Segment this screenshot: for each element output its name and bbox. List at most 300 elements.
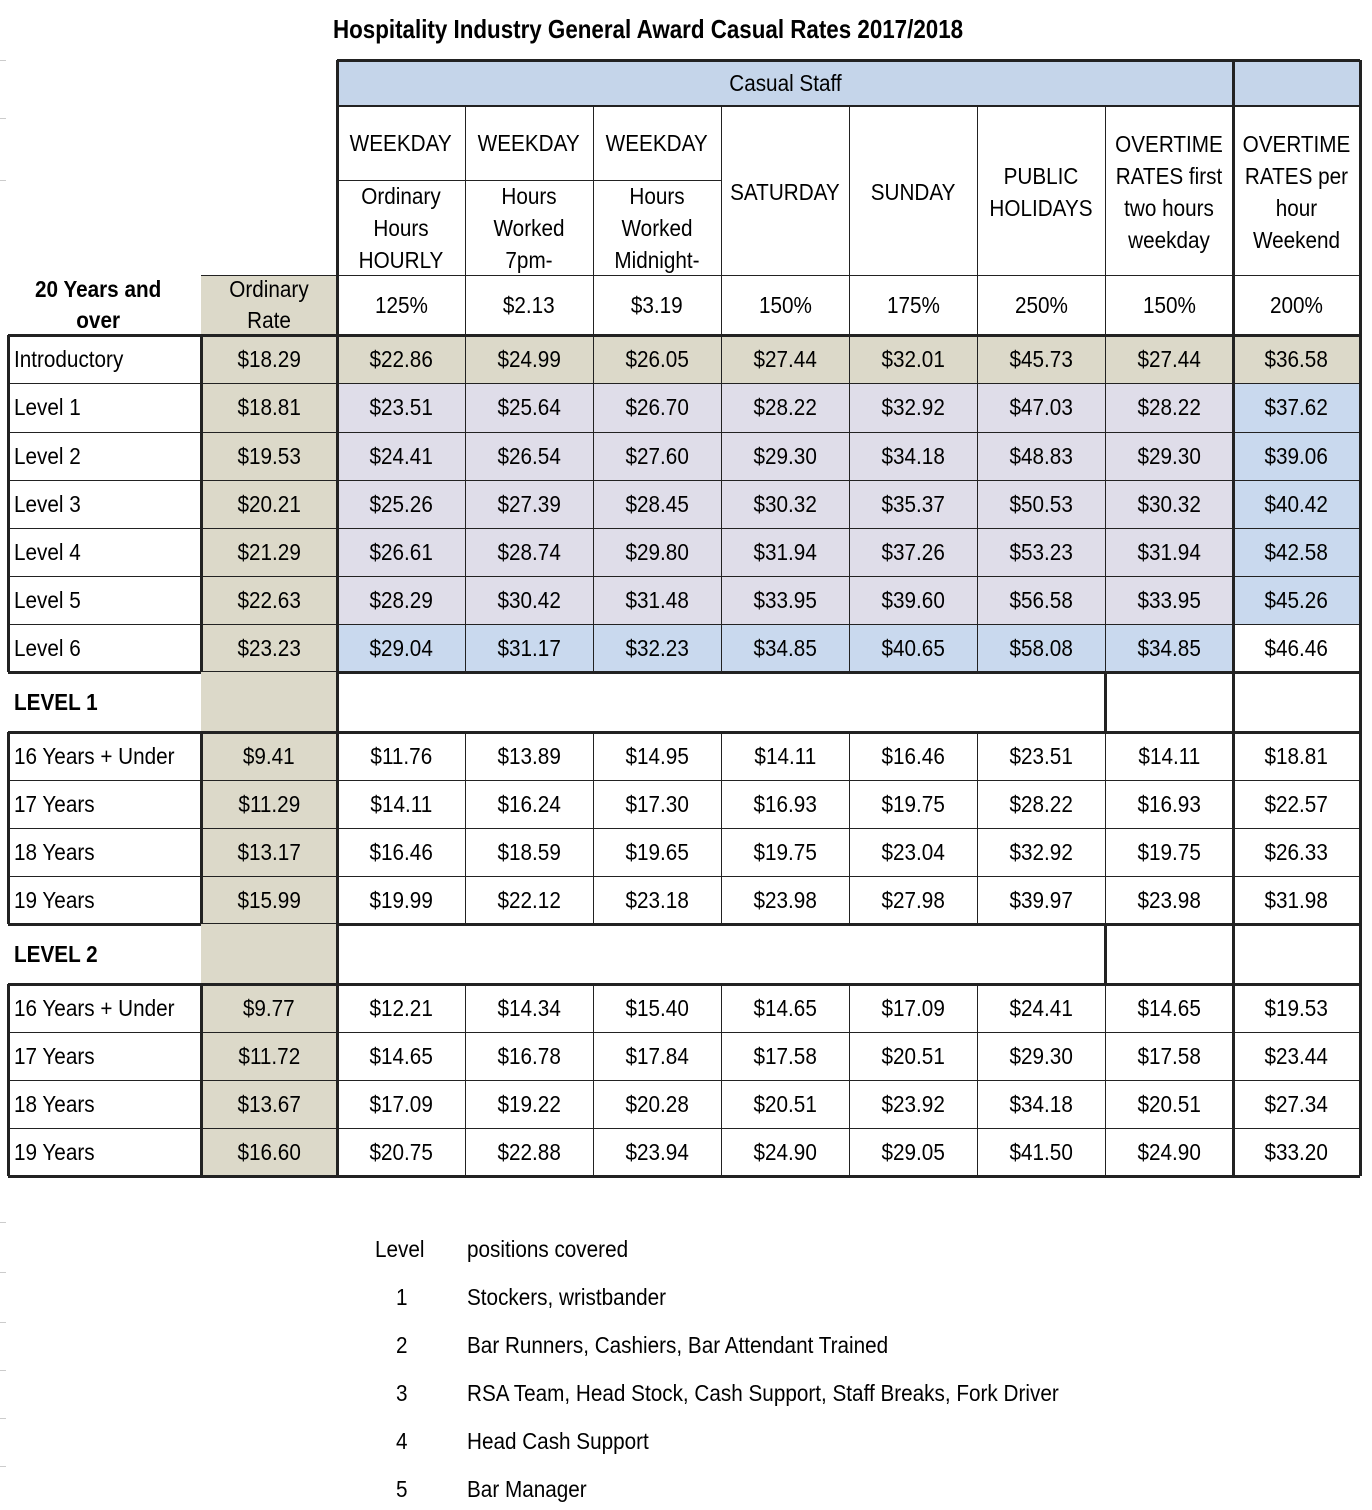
row-gridline-tick xyxy=(0,1370,6,1371)
rate-value-text: $58.08 xyxy=(1009,634,1073,661)
rate-value xyxy=(1233,624,1360,672)
grid-line xyxy=(1104,672,1107,732)
grid-line xyxy=(8,828,1360,829)
rate-value xyxy=(1105,828,1233,876)
rate-value-text: $16.46 xyxy=(881,742,945,769)
section-heading-text: LEVEL 1 xyxy=(14,688,98,715)
rate-value xyxy=(201,576,337,624)
rate-value xyxy=(721,876,849,924)
rate-value-text: $24.90 xyxy=(753,1138,817,1165)
section-heading xyxy=(8,672,201,732)
legend-positions xyxy=(467,1236,646,1263)
grid-line xyxy=(465,984,466,1176)
rate-value xyxy=(977,624,1105,672)
row-label xyxy=(8,984,201,1032)
row-label-text: 19 Years xyxy=(14,1138,95,1165)
rate-value xyxy=(977,335,1105,383)
rate-value-text: $12.21 xyxy=(369,994,433,1021)
rate-value-text: $36.58 xyxy=(1264,345,1329,372)
rate-value xyxy=(593,732,721,780)
rate-multiplier xyxy=(465,275,593,335)
rate-value xyxy=(1105,1128,1233,1176)
rate-value-text: $19.75 xyxy=(753,838,817,865)
legend-level-text: 1 xyxy=(395,1284,408,1310)
row-label-text: Level 6 xyxy=(14,634,81,661)
column-header xyxy=(721,106,849,275)
grid-line xyxy=(465,732,466,924)
rate-value-text: $23.51 xyxy=(369,394,433,420)
rate-value xyxy=(337,528,465,576)
grid-line xyxy=(8,480,1360,481)
row-label xyxy=(8,876,201,924)
rate-value xyxy=(977,383,1105,432)
grid-line xyxy=(8,576,1360,577)
legend-level xyxy=(372,1284,432,1311)
rate-value-text: $48.83 xyxy=(1009,442,1073,469)
row-label-text: Level 1 xyxy=(14,394,81,420)
rate-value xyxy=(337,1128,465,1176)
group-header-blank xyxy=(1233,60,1360,106)
column-header xyxy=(977,106,1105,275)
grid-line xyxy=(977,106,978,335)
rate-value xyxy=(1233,1128,1360,1176)
legend-level-text: 5 xyxy=(395,1476,408,1502)
grid-line xyxy=(1359,732,1362,924)
grid-line xyxy=(849,106,850,335)
grid-line xyxy=(336,924,339,984)
legend-positions xyxy=(467,1284,688,1311)
column-subheader-text: Hours Worked 7pm- xyxy=(493,183,565,273)
column-header xyxy=(593,106,721,180)
grid-line xyxy=(8,983,1360,986)
rate-value xyxy=(593,383,721,432)
rate-value xyxy=(465,383,593,432)
legend-level-text: 2 xyxy=(395,1332,408,1358)
rate-value xyxy=(1233,576,1360,624)
grid-line xyxy=(7,732,10,924)
rate-value xyxy=(201,528,337,576)
rate-value-text: $23.04 xyxy=(881,838,945,865)
grid-line xyxy=(336,335,339,672)
grid-line xyxy=(721,335,722,672)
rate-value-text: $30.32 xyxy=(753,490,817,517)
row-gridline-tick xyxy=(0,1418,6,1419)
rate-value xyxy=(1105,876,1233,924)
rate-value xyxy=(201,624,337,672)
rate-value-text: $46.46 xyxy=(1264,634,1329,661)
rate-value-text: $22.63 xyxy=(237,586,301,613)
rate-value-text: $14.65 xyxy=(369,1042,433,1069)
rate-value xyxy=(201,1128,337,1176)
rate-value-text: $39.06 xyxy=(1264,442,1329,469)
row-label xyxy=(8,1128,201,1176)
rate-value-text: $13.67 xyxy=(237,1090,301,1117)
age-label-text: 20 Years and over xyxy=(35,276,162,333)
legend-level xyxy=(372,1476,432,1503)
rate-value-text: $29.80 xyxy=(625,538,689,565)
grid-line xyxy=(1359,984,1362,1176)
rate-value-text: $15.40 xyxy=(625,994,689,1021)
rate-value-text: $34.85 xyxy=(1137,634,1201,661)
rate-value xyxy=(849,383,977,432)
rate-value-text: $14.34 xyxy=(497,994,561,1021)
rate-value-text: $22.12 xyxy=(497,886,561,913)
rate-value xyxy=(977,780,1105,828)
rate-value-text: $14.95 xyxy=(625,742,689,769)
group-header xyxy=(337,60,1233,106)
rate-value-text: $20.51 xyxy=(1137,1090,1201,1117)
rate-value-text: $33.95 xyxy=(1137,586,1201,613)
rate-value-text: $11.72 xyxy=(238,1042,300,1069)
legend-header xyxy=(372,1236,1272,1266)
grid-line xyxy=(200,335,203,672)
rate-value xyxy=(337,1032,465,1080)
column-header xyxy=(1105,106,1233,275)
row-label xyxy=(8,1080,201,1128)
section-heading xyxy=(8,924,201,984)
row-label xyxy=(8,1032,201,1080)
rate-value xyxy=(465,480,593,528)
rate-value-text: $16.93 xyxy=(1137,790,1201,817)
rate-multiplier-text: 150% xyxy=(758,291,812,318)
rate-value-text: $27.60 xyxy=(625,442,689,469)
grid-line xyxy=(721,984,722,1176)
legend-item xyxy=(372,1332,1272,1362)
rate-value-text: $32.92 xyxy=(1009,838,1073,865)
row-gridline-tick xyxy=(0,180,6,181)
rate-value xyxy=(1105,1032,1233,1080)
row-label-text: Introductory xyxy=(14,345,124,372)
rate-value-text: $18.59 xyxy=(497,838,561,865)
rate-value xyxy=(1105,780,1233,828)
grid-line xyxy=(1232,335,1235,672)
rate-value xyxy=(593,576,721,624)
legend-level-text: Level xyxy=(374,1236,424,1262)
grid-line xyxy=(8,1032,1360,1033)
row-gridline-tick xyxy=(0,118,6,119)
rate-value-text: $37.62 xyxy=(1264,394,1329,420)
rate-value-text: $33.95 xyxy=(753,586,817,613)
grid-line xyxy=(1359,672,1362,732)
rate-multiplier xyxy=(1233,275,1360,335)
row-gridline-tick xyxy=(0,1272,6,1273)
rate-value-text: $23.51 xyxy=(1009,742,1073,769)
rate-value xyxy=(977,1032,1105,1080)
grid-line xyxy=(593,984,594,1176)
rate-value-text: $19.75 xyxy=(1137,838,1201,865)
rate-value-text: $19.65 xyxy=(625,838,689,865)
rate-value xyxy=(721,480,849,528)
rate-value-text: $14.65 xyxy=(1137,994,1201,1021)
rate-value xyxy=(977,528,1105,576)
grid-line xyxy=(721,106,722,335)
rate-value-text: $23.98 xyxy=(1137,886,1201,913)
legend-positions-text: positions covered xyxy=(467,1236,629,1262)
rate-value-text: $35.37 xyxy=(881,490,945,517)
rate-value xyxy=(849,432,977,480)
grid-line xyxy=(1104,924,1107,984)
column-subheader-text: Ordinary Hours HOURLY xyxy=(358,183,444,273)
rate-value-text: $19.75 xyxy=(881,790,945,817)
rate-value-text: $23.94 xyxy=(625,1138,689,1165)
grid-line xyxy=(1232,672,1235,732)
rate-value xyxy=(1105,383,1233,432)
legend-level xyxy=(372,1380,432,1407)
row-label-text: 18 Years xyxy=(14,1090,95,1117)
rate-value xyxy=(977,828,1105,876)
rate-value xyxy=(337,828,465,876)
rate-value xyxy=(1233,480,1360,528)
rate-value xyxy=(1105,1080,1233,1128)
column-header xyxy=(465,106,593,180)
rate-value-text: $23.44 xyxy=(1264,1042,1329,1069)
rate-value-text: $28.45 xyxy=(625,490,689,517)
rate-multiplier xyxy=(721,275,849,335)
rate-value xyxy=(465,732,593,780)
column-subheader xyxy=(593,180,721,275)
grid-line xyxy=(465,106,466,335)
page-title: Hospitality Industry General Award Casual Rates 2017/2018 xyxy=(333,14,964,44)
rate-value-text: $13.17 xyxy=(237,838,301,865)
rate-value xyxy=(1233,984,1360,1032)
rate-value xyxy=(1105,480,1233,528)
rate-value-text: $18.81 xyxy=(237,394,301,420)
rate-value-text: $28.22 xyxy=(753,394,817,420)
rate-value-text: $30.42 xyxy=(497,586,561,613)
row-label xyxy=(8,780,201,828)
grid-line xyxy=(849,984,850,1176)
rate-value-text: $16.93 xyxy=(753,790,817,817)
rate-value-text: $30.32 xyxy=(1137,490,1201,517)
rate-value-text: $23.98 xyxy=(753,886,817,913)
rate-value xyxy=(1105,984,1233,1032)
rate-value xyxy=(721,1032,849,1080)
row-label-text: 19 Years xyxy=(14,886,95,913)
rate-value-text: $27.44 xyxy=(753,345,817,372)
rate-value xyxy=(1233,1032,1360,1080)
rate-value xyxy=(1105,335,1233,383)
grid-line xyxy=(849,732,850,924)
row-label xyxy=(8,624,201,672)
rate-value-text: $20.51 xyxy=(881,1042,945,1069)
rate-value xyxy=(977,876,1105,924)
rate-value xyxy=(721,828,849,876)
rate-value-text: $34.85 xyxy=(753,634,817,661)
rate-value-text: $14.11 xyxy=(370,790,432,817)
rate-value xyxy=(593,1032,721,1080)
ordinary-rate-blank xyxy=(201,924,337,984)
grid-line xyxy=(8,876,1360,877)
rate-value-text: $19.53 xyxy=(1264,994,1329,1021)
rate-value-text: $19.99 xyxy=(369,886,433,913)
rate-value-text: $27.39 xyxy=(497,490,561,517)
rate-value-text: $26.70 xyxy=(625,394,689,420)
grid-line xyxy=(1232,732,1235,924)
rate-value-text: $20.21 xyxy=(237,490,301,517)
rate-value-text: $47.03 xyxy=(1009,394,1073,420)
rate-value xyxy=(721,984,849,1032)
rate-value xyxy=(1105,576,1233,624)
rate-value-text: $16.24 xyxy=(497,790,561,817)
rate-value-text: $33.20 xyxy=(1264,1138,1329,1165)
rate-value xyxy=(721,624,849,672)
legend-level-text: 3 xyxy=(395,1380,408,1406)
rate-value-text: $27.34 xyxy=(1264,1090,1329,1117)
rate-value-text: $32.92 xyxy=(881,394,945,420)
rate-multiplier xyxy=(593,275,721,335)
rate-value xyxy=(1233,780,1360,828)
rate-value xyxy=(721,335,849,383)
rate-value-text: $16.60 xyxy=(237,1138,301,1165)
legend-level-text: 4 xyxy=(395,1428,408,1454)
rate-value xyxy=(1105,732,1233,780)
rate-value xyxy=(849,1080,977,1128)
grid-line xyxy=(7,984,10,1176)
rate-value-text: $29.30 xyxy=(1137,442,1201,469)
row-label-text: Level 4 xyxy=(14,538,81,565)
grid-line xyxy=(8,383,1360,384)
rate-value-text: $20.51 xyxy=(753,1090,817,1117)
rate-multiplier-text: 125% xyxy=(374,291,428,318)
section-heading-text: LEVEL 2 xyxy=(14,940,98,967)
row-label xyxy=(8,335,201,383)
grid-line xyxy=(200,732,203,924)
rate-value-text: $11.76 xyxy=(370,742,432,769)
rate-value-text: $40.42 xyxy=(1264,490,1329,517)
grid-line xyxy=(336,60,339,335)
rate-value-text: $17.30 xyxy=(625,790,689,817)
rate-value xyxy=(201,480,337,528)
legend-positions xyxy=(467,1380,1124,1407)
ordinary-rate-blank xyxy=(201,672,337,732)
rate-multiplier xyxy=(849,275,977,335)
rate-value xyxy=(465,528,593,576)
rate-value xyxy=(849,828,977,876)
rate-value xyxy=(465,780,593,828)
rate-multiplier xyxy=(1105,275,1233,335)
rate-value xyxy=(721,528,849,576)
rate-value-text: $28.22 xyxy=(1137,394,1201,420)
legend-level xyxy=(372,1428,432,1455)
rate-value xyxy=(721,780,849,828)
grid-line xyxy=(1359,60,1362,335)
legend-positions-text: RSA Team, Head Stock, Cash Support, Staff Breaks, Fork Driver xyxy=(467,1380,1059,1406)
rate-value xyxy=(465,624,593,672)
rate-value xyxy=(201,335,337,383)
grid-line xyxy=(201,275,1360,276)
rate-value xyxy=(849,1128,977,1176)
column-subheader xyxy=(337,180,465,275)
rate-value xyxy=(201,1032,337,1080)
rate-value-text: $17.58 xyxy=(753,1042,817,1069)
rate-value xyxy=(465,828,593,876)
rate-value-text: $32.01 xyxy=(881,345,945,372)
row-label xyxy=(8,432,201,480)
rate-value xyxy=(977,1128,1105,1176)
grid-line xyxy=(336,732,339,924)
grid-line xyxy=(1359,924,1362,984)
column-header-text: SUNDAY xyxy=(870,179,956,205)
row-label xyxy=(8,576,201,624)
rate-value-text: $41.50 xyxy=(1009,1138,1073,1165)
rate-value-text: $27.44 xyxy=(1137,345,1201,372)
grid-line xyxy=(8,1080,1360,1081)
legend-level xyxy=(372,1332,432,1359)
grid-line xyxy=(593,732,594,924)
rate-multiplier xyxy=(337,275,465,335)
rate-value xyxy=(977,432,1105,480)
rate-value-text: $26.61 xyxy=(369,538,433,565)
rate-value xyxy=(337,780,465,828)
rate-multiplier xyxy=(977,275,1105,335)
rate-value xyxy=(849,528,977,576)
column-header xyxy=(849,106,977,275)
rate-value xyxy=(593,432,721,480)
rate-value xyxy=(465,576,593,624)
rate-value-text: $19.53 xyxy=(237,442,301,469)
rate-value-text: $19.22 xyxy=(497,1090,561,1117)
row-label-text: 16 Years + Under xyxy=(14,742,175,769)
rate-multiplier-text: $3.19 xyxy=(631,291,683,318)
rate-value xyxy=(593,984,721,1032)
column-header-text: WEEKDAY xyxy=(605,129,708,156)
row-label-text: 16 Years + Under xyxy=(14,994,175,1021)
rate-value xyxy=(721,1128,849,1176)
rate-value xyxy=(1233,335,1360,383)
rate-value xyxy=(977,1080,1105,1128)
rate-value-text: $18.29 xyxy=(237,345,301,372)
group-header-text: Casual Staff xyxy=(728,69,842,96)
rate-value xyxy=(337,732,465,780)
legend-positions-text: Bar Runners, Cashiers, Bar Attendant Trained xyxy=(467,1332,889,1358)
rate-value xyxy=(849,780,977,828)
ordinary-rate-header-text: Ordinary Rate xyxy=(229,276,309,333)
rate-value-text: $25.64 xyxy=(497,394,561,420)
grid-line xyxy=(1232,984,1235,1176)
rate-value-text: $28.74 xyxy=(497,538,561,565)
grid-line xyxy=(849,335,850,672)
rate-value xyxy=(201,732,337,780)
rate-value-text: $34.18 xyxy=(881,442,945,469)
rate-value-text: $20.28 xyxy=(625,1090,689,1117)
rate-value xyxy=(849,624,977,672)
rate-value xyxy=(337,335,465,383)
rate-value-text: $31.17 xyxy=(497,634,561,661)
rate-value-text: $26.54 xyxy=(497,442,561,469)
rate-value xyxy=(593,480,721,528)
age-label xyxy=(8,275,201,335)
rate-value-text: $29.04 xyxy=(369,634,433,661)
rate-value-text: $22.88 xyxy=(497,1138,561,1165)
legend-positions xyxy=(467,1476,600,1503)
rate-value-text: $29.30 xyxy=(1009,1042,1073,1069)
rate-value-text: $24.90 xyxy=(1137,1138,1201,1165)
rate-value-text: $50.53 xyxy=(1009,490,1073,517)
row-label xyxy=(8,732,201,780)
rate-value xyxy=(1233,432,1360,480)
grid-line xyxy=(8,731,1360,734)
row-label-text: Level 2 xyxy=(14,442,81,469)
rate-value-text: $13.89 xyxy=(497,742,561,769)
rate-value xyxy=(465,1032,593,1080)
grid-line xyxy=(8,334,1360,337)
rate-value xyxy=(849,732,977,780)
rate-multiplier-text: 200% xyxy=(1270,291,1323,318)
grid-line xyxy=(1359,335,1362,672)
rate-value xyxy=(977,732,1105,780)
rate-value xyxy=(465,1128,593,1176)
legend-level xyxy=(372,1236,432,1263)
